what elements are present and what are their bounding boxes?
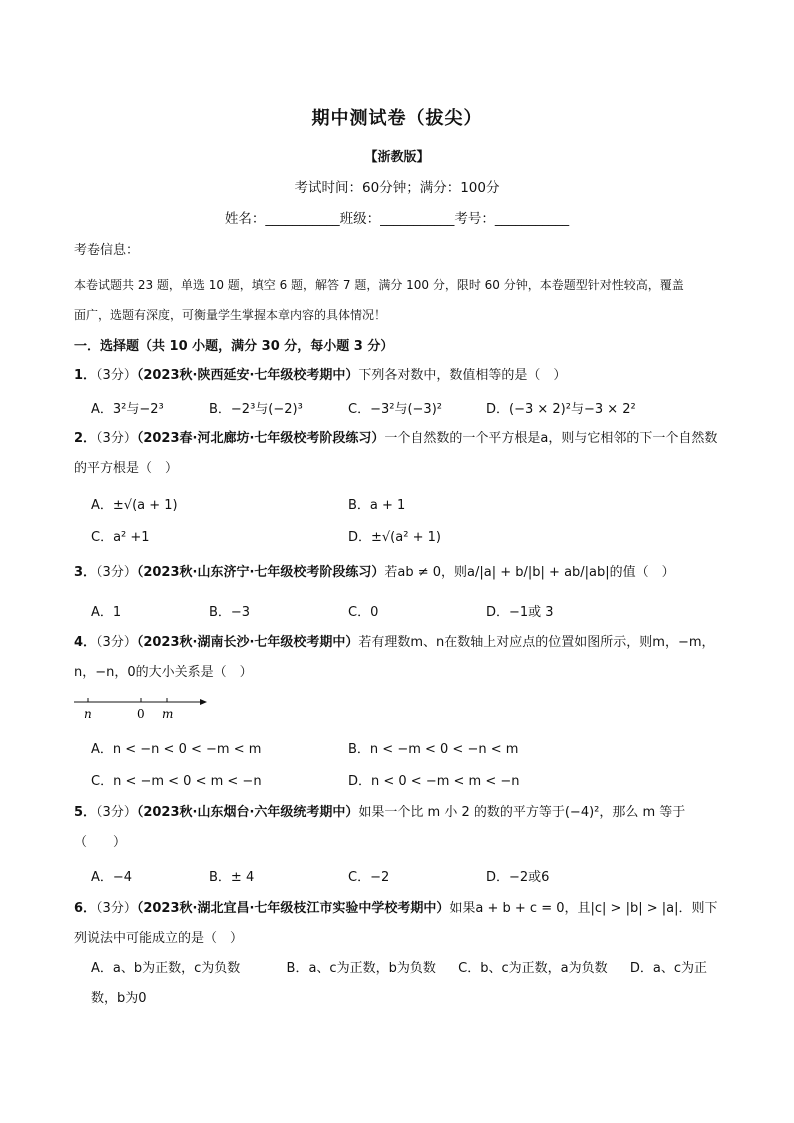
question-2 <box>74 424 726 484</box>
question-6 <box>74 894 726 954</box>
option-a: A．±√(a + 1) <box>91 498 178 513</box>
exam-info: 考试时间：60分钟；满分：100分 <box>294 180 500 196</box>
option-b: B．± 4 <box>209 870 255 885</box>
question-source: （2023秋·陕西延安·七年级校考期中） <box>136 368 359 383</box>
student-info-line: 姓名：___________班级：___________考号：___________ <box>224 211 570 227</box>
option-d: D．−1或 3 <box>486 605 554 620</box>
intro-text <box>74 270 726 330</box>
intro-line-2: 面广，选题有深度，可衡量学生掌握本章内容的具体情况！ <box>74 308 387 322</box>
question-number: 2． <box>74 431 97 446</box>
option-d: D．±√(a² + 1) <box>348 530 441 545</box>
number-line-figure <box>72 694 212 722</box>
option-b: B．a + 1 <box>348 498 406 513</box>
option-c: C．b、c为正数，a为负数 <box>458 961 608 976</box>
question-stem: 若有理数m、n在数轴上对应点的位置如图所示，则m，−m，n，−n，0的大小关系是（ ） <box>74 635 715 680</box>
question-5 <box>74 798 726 858</box>
question-stem: 一个自然数的一个平方根是a，则与它相邻的下一个自然数的平方根是（ ） <box>74 431 718 476</box>
option-a: A．1 <box>91 605 122 620</box>
label-n: n <box>84 707 92 721</box>
question-source: （2023秋·山东烟台·六年级统考期中） <box>136 805 359 820</box>
question-number: 4． <box>74 635 97 650</box>
question-source: （2023春·河北廊坊·七年级校考阶段练习） <box>136 431 385 446</box>
option-a: A．−4 <box>91 870 133 885</box>
question-number: 6． <box>74 901 97 916</box>
label-m: m <box>162 707 174 721</box>
question-number: 5． <box>74 805 97 820</box>
question-source: （2023秋·湖南长沙·七年级校考期中） <box>136 635 359 650</box>
option-c: C．0 <box>348 605 379 620</box>
question-stem: 若ab ≠ 0，则a/|a| + b/|b| + ab/|ab|的值（ ） <box>384 565 675 580</box>
question-score: （3分） <box>96 901 137 916</box>
question-6-options <box>91 954 727 1014</box>
question-source: （2023秋·湖北宜昌·七年级枝江市实验中学校考期中） <box>136 901 450 916</box>
question-source: （2023秋·山东济宁·七年级校考阶段练习） <box>136 565 385 580</box>
option-b: B．−2³与(−2)³ <box>209 402 303 417</box>
option-d: D．a、c为正数，b为0 <box>91 961 707 1006</box>
option-b: B．a、c为正数，b为负数 <box>286 961 436 976</box>
option-a: A．a、b为正数，c为负数 <box>91 961 241 976</box>
option-b: B．n < −m < 0 < −n < m <box>348 742 519 757</box>
intro-line-1: 本卷试题共 23 题，单选 10 题，填空 6 题，解答 7 题，满分 100 分，限时 60 分钟，本卷题型针对性较高，覆盖 <box>74 278 684 292</box>
option-d: D．(−3 × 2)²与−3 × 2² <box>486 402 636 417</box>
question-3 <box>74 558 726 588</box>
question-1 <box>74 361 726 391</box>
intro-label: 考卷信息： <box>74 243 140 258</box>
option-a: A．n < −n < 0 < −m < m <box>91 742 262 757</box>
label-zero: 0 <box>137 707 145 721</box>
question-score: （3分） <box>96 368 137 383</box>
question-stem: 下列各对数中，数值相等的是（ ） <box>358 368 567 383</box>
option-c: C．n < −m < 0 < m < −n <box>91 774 262 789</box>
option-a: A．3²与−2³ <box>91 402 164 417</box>
page-title: 期中测试卷（拔尖） <box>311 108 483 129</box>
option-d: D．n < 0 < −m < m < −n <box>348 774 520 789</box>
question-score: （3分） <box>96 565 137 580</box>
option-d: D．−2或6 <box>486 870 550 885</box>
question-4 <box>74 628 726 688</box>
option-b: B．−3 <box>209 605 251 620</box>
question-number: 3． <box>74 565 97 580</box>
section-heading: 一．选择题（共 10 小题，满分 30 分，每小题 3 分） <box>74 339 394 354</box>
number-line-arrow <box>200 699 207 705</box>
option-c: C．−2 <box>348 870 390 885</box>
option-c: C．−3²与(−3)² <box>348 402 442 417</box>
question-score: （3分） <box>96 431 137 446</box>
question-stem: 如果a + b + c = 0，且|c| > |b| > |a|．则下列说法中可能成立的是（ ） <box>74 901 718 946</box>
question-stem: 如果一个比 m 小 2 的数的平方等于(−4)²，那么 m 等于（ ） <box>74 805 686 850</box>
edition-label: 【浙教版】 <box>364 150 430 165</box>
option-c: C．a² +1 <box>91 530 150 545</box>
question-score: （3分） <box>96 635 137 650</box>
question-number: 1． <box>74 368 97 383</box>
question-score: （3分） <box>96 805 137 820</box>
